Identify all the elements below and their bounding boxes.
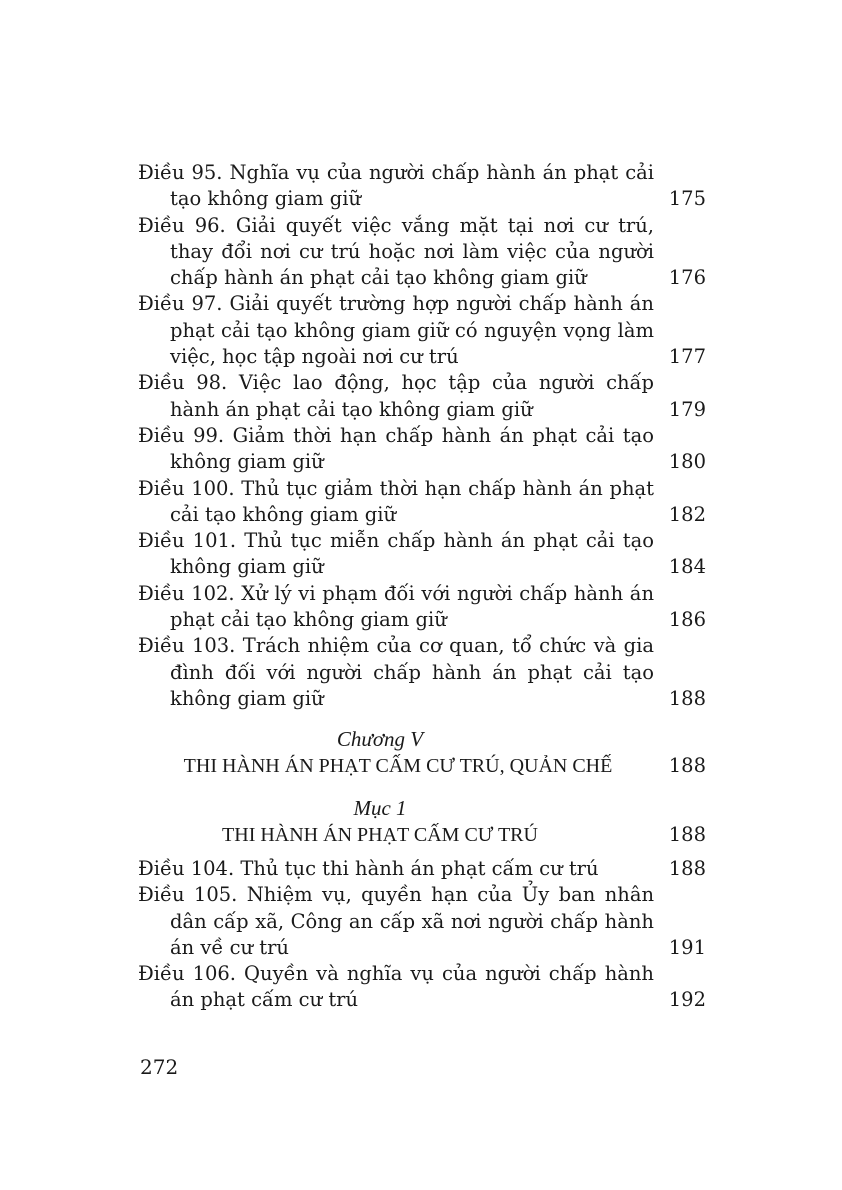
toc-entry-title: Điều 97. Giải quyết trường hợp người chấp hành án phạt cải tạo không giam giữ có nguyện vọng làm việc, học tập ngoài nơi cư trú bbox=[138, 292, 654, 369]
toc-list-part-2 bbox=[138, 856, 706, 1014]
toc-entry-page: 184 bbox=[668, 555, 706, 579]
toc-entry-page: 177 bbox=[668, 345, 706, 369]
section-heading[interactable] bbox=[138, 795, 706, 849]
toc-entry-title: Điều 102. Xử lý vi phạm đối với người chấp hành án phạt cải tạo không giam giữ bbox=[138, 581, 654, 632]
toc-entry-page: 188 bbox=[668, 686, 706, 710]
toc-entry-page: 176 bbox=[668, 266, 706, 290]
toc-entry[interactable] bbox=[138, 213, 706, 292]
toc-entry[interactable] bbox=[138, 370, 706, 423]
toc-entry[interactable] bbox=[138, 856, 706, 882]
chapter-heading[interactable] bbox=[138, 726, 706, 780]
toc-entry-title: Điều 98. Việc lao động, học tập của người chấp hành án phạt cải tạo không giam giữ bbox=[138, 371, 654, 421]
toc-entry-page: 192 bbox=[668, 988, 706, 1012]
chapter-label: Chương V bbox=[336, 727, 424, 751]
toc-list-part-1 bbox=[138, 160, 706, 712]
toc-entry-page: 191 bbox=[668, 935, 706, 959]
toc-entry-page: 188 bbox=[668, 857, 706, 880]
toc-entry-page: 182 bbox=[668, 502, 706, 526]
toc-entry-page: 180 bbox=[668, 450, 706, 474]
toc-entry-title: Điều 100. Thủ tục giảm thời hạn chấp hành án phạt cải tạo không giam giữ bbox=[138, 476, 654, 526]
toc-entry-title: Điều 95. Nghĩa vụ của người chấp hành án phạt cải tạo không giam giữ bbox=[138, 161, 654, 211]
section-title: THI HÀNH ÁN PHẠT CẤM CƯ TRÚ bbox=[222, 824, 538, 846]
toc-entry[interactable] bbox=[138, 476, 706, 529]
toc-entry-title: Điều 105. Nhiệm vụ, quyền hạn của Ủy ban nhân dân cấp xã, Công an cấp xã nơi người chấp hành án về cư trú bbox=[138, 883, 654, 959]
toc-entry-title: Điều 103. Trách nhiệm của cơ quan, tổ chức và gia đình đối với người chấp hành án phạt cải tạo không giam giữ bbox=[138, 634, 654, 710]
toc-entry[interactable] bbox=[138, 291, 706, 370]
toc-entry-page: 186 bbox=[668, 608, 706, 632]
toc-entry[interactable] bbox=[138, 581, 706, 634]
toc-entry-title: Điều 101. Thủ tục miễn chấp hành án phạt cải tạo không giam giữ bbox=[138, 529, 654, 579]
chapter-page: 188 bbox=[668, 754, 706, 777]
page-number: 272 bbox=[140, 1055, 179, 1079]
toc-entry-page: 179 bbox=[668, 397, 706, 421]
toc-entry[interactable] bbox=[138, 633, 706, 712]
chapter-title: THI HÀNH ÁN PHẠT CẤM CƯ TRÚ, QUẢN CHẾ bbox=[183, 755, 613, 777]
toc-entry[interactable] bbox=[138, 528, 706, 581]
toc-entry-title: Điều 96. Giải quyết việc vắng mặt tại nơi cư trú, thay đổi nơi cư trú hoặc nơi làm việc của người chấp hành án phạt cải tạo không giam giữ bbox=[138, 213, 654, 290]
toc-entry[interactable] bbox=[138, 961, 706, 1014]
section-page: 188 bbox=[668, 823, 706, 846]
toc-entry-title: Điều 99. Giảm thời hạn chấp hành án phạt cải tạo không giam giữ bbox=[138, 423, 654, 474]
toc-entry[interactable] bbox=[138, 160, 706, 213]
toc-entry[interactable] bbox=[138, 882, 706, 961]
toc-entry-page: 175 bbox=[668, 187, 706, 211]
toc-entry[interactable] bbox=[138, 423, 706, 476]
section-label: Mục 1 bbox=[353, 796, 407, 820]
toc-entry-title: Điều 106. Quyền và nghĩa vụ của người chấp hành án phạt cấm cư trú bbox=[138, 962, 654, 1012]
toc-entry-title: Điều 104. Thủ tục thi hành án phạt cấm cư trú bbox=[138, 857, 599, 880]
